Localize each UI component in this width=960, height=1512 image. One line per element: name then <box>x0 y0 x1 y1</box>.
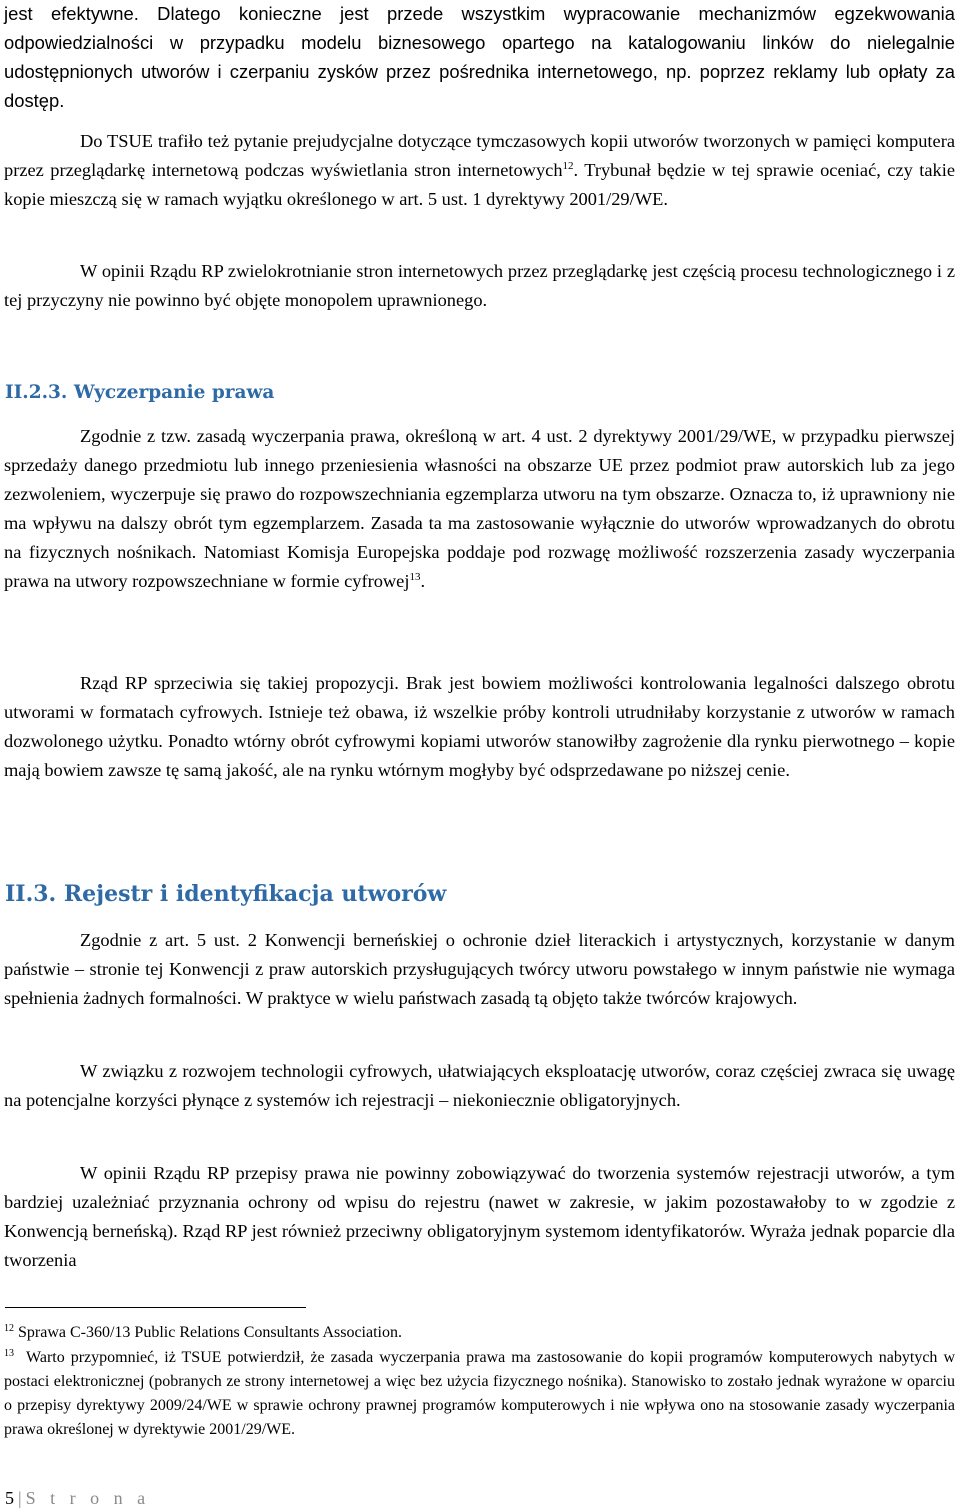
footnote-ref-13[interactable]: 13 <box>409 571 421 583</box>
paragraph-text: . Trybunał będzie w tej sprawie oceniać, czy takie kopie mieszczą się w ramach wyjątku określonego w art. 5 ust. 1 dyrektywy 2001/29/WE. <box>4 160 955 209</box>
paragraph-intermediary-liability <box>4 0 955 115</box>
page-number: 5 <box>5 1488 14 1508</box>
footnote-text: Sprawa C-360/13 Public Relations Consultants Association. <box>18 1324 402 1341</box>
page-word: S t r o n a <box>25 1488 151 1508</box>
paragraph-text: . <box>420 571 426 591</box>
footnote-number: 12 <box>4 1323 14 1334</box>
paragraph-government-opinion-browsing <box>4 257 955 315</box>
paragraph-text: Zgodnie z tzw. zasadą wyczerpania prawa, określoną w art. 4 ust. 2 dyrektywy 2001/29/WE, w przypadku pierwszej sprzedaży danego przedmiotu lub innego przeniesienia własności na obszarze UE przez podmiot praw autorskich lub za jego zezwoleniem, wyczerpuje się prawo do rozpowszechniania egzemplarza utworu na tym obszarze. Oznacza to, iż uprawniony nie ma wpływu na dalszy obrót tym egzemplarzem. Zasada ta ma zastosowanie wyłącznie do utworów wprowadzanych do obrotu na fizycznych nośnikach. Natomiast Komisja Europejska poddaje pod rozwagę możliwość rozszerzenia zasady wyczerpania prawa na utwory rozpowszechniane w formie cyfrowej <box>4 426 955 591</box>
paragraph-digital-registration <box>4 1057 955 1115</box>
page-footer <box>5 1488 150 1509</box>
paragraph-text: Zgodnie z art. 5 ust. 2 Konwencji berneńskiej o ochronie dzieł literackich i artystycznych, korzystanie w danym państwie – stronie tej Konwencji z praw autorskich przysługujących twórcy utworu powstałego w innym państwie nie wymaga spełnienia żadnych formalności. W praktyce w wielu państwach zasadą tą objęto także twórców krajowych. <box>4 930 955 1008</box>
paragraph-text: W opinii Rządu RP przepisy prawa nie powinny zobowiązywać do tworzenia systemów rejestracji utworów, a tym bardziej uzależniać przyznania ochrony od wpisu do rejestru (nawet w zakresie, w jakim pozostawałoby to w zgodzie z Konwencją berneńską). Rząd RP jest również przeciwny obligatoryjnym systemom identyfikatorów. Wyraża jednak poparcie dla tworzenia <box>4 1163 955 1270</box>
footnote-ref-12[interactable]: 12 <box>562 160 574 172</box>
paragraph-text: Rząd RP sprzeciwia się takiej propozycji. Brak jest bowiem możliwości kontrolowania legalności dalszego obrotu utworami w formatach cyfrowych. Istnieje też obawa, iż wszelkie próby kontroli utrudniłaby korzystanie z utworów w ramach dozwolonego użytku. Ponadto wtórny obrót cyfrowymi kopiami utworów stanowiłby zagrożenie dla rynku pierwotnego – kopie mają bowiem zawsze tę samą jakość, ale na rynku wtórnym mogłyby być odsprzedawane po niższej cenie. <box>4 673 955 780</box>
paragraph-government-opposition <box>4 669 955 785</box>
paragraph-exhaustion-rule <box>4 422 955 596</box>
paragraph-text: W opinii Rządu RP zwielokrotnianie stron internetowych przez przeglądarkę jest częścią procesu technologicznego i z tej przyczyny nie powinno być objęte monopolem uprawnionego. <box>4 261 955 310</box>
paragraph-government-opinion-registry <box>4 1159 955 1275</box>
footnote-12 <box>4 1321 955 1345</box>
paragraph-text: Do TSUE trafiło też pytanie prejudycjalne dotyczące tymczasowych kopii utworów tworzonych w pamięci komputera przez przeglądarkę internetową podczas wyświetlania stron internetowych <box>4 131 955 180</box>
footnote-13 <box>4 1346 955 1442</box>
paragraph-text: W związku z rozwojem technologii cyfrowych, ułatwiających eksploatację utworów, coraz częściej zwraca się uwagę na potencjalne korzyści płynące z systemów ich rejestracji – niekoniecznie obligatoryjnych. <box>4 1061 955 1110</box>
section-heading-exhaustion: II.2.3. Wyczerpanie prawa <box>5 382 275 403</box>
footnote-text: Warto przypomnieć, iż TSUE potwierdził, że zasada wyczerpania prawa ma zastosowanie do kopii programów komputerowych nabytych w postaci elektronicznej (pobranych ze strony internetowej a więc bez użycia fizycznego nośnika). Stanowisko to zostało jednak wyrażone w oparciu o przepisy dyrektywy 2009/24/WE w sprawie ochrony prawnej programów komputerowych i nie wpływa ono na stosowanie zasady wyczerpania prawa określonej w dyrektywie 2001/29/WE. <box>4 1349 956 1438</box>
paragraph-text: jest efektywne. Dlatego konieczne jest przede wszystkim wypracowanie mechanizmów egzekwowania odpowiedzialności w przypadku modelu biznesowego opartego na katalogowaniu linków do nielegalnie udostępnionych utworów i czerpaniu zysków przez pośrednika internetowego, np. poprzez reklamy lub opłaty za dostęp. <box>4 3 955 111</box>
paragraph-berne-convention <box>4 926 955 1013</box>
footer-separator: | <box>18 1488 22 1508</box>
paragraph-cjeu-temporary-copies <box>4 127 955 214</box>
footnote-number: 13 <box>4 1348 14 1359</box>
footnote-divider <box>5 1307 306 1308</box>
section-heading-registry: II.3. Rejestr i identyfikacja utworów <box>5 881 447 907</box>
